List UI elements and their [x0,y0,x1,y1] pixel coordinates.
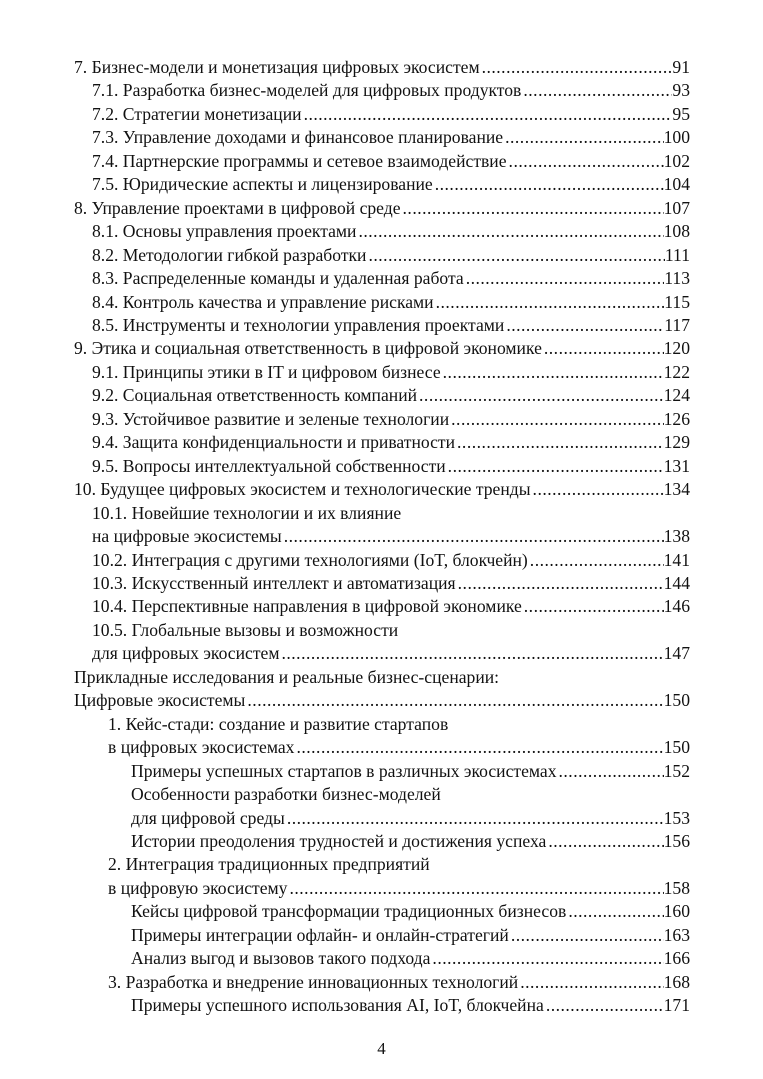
toc-entry-title: для цифровых экосистем [92,643,280,664]
table-of-contents [74,56,690,1018]
toc-entry [74,361,690,384]
toc-entry [74,267,690,290]
toc-entry [74,971,690,994]
toc-dot-leader [285,807,664,830]
toc-dot-leader [521,79,672,102]
toc-entry [74,900,690,923]
toc-dot-leader [557,760,664,783]
toc-entry [74,853,690,876]
toc-entry [74,924,690,947]
toc-entry-title: 10. Будущее цифровых экосистем и технологические тренды [74,479,531,500]
toc-entry [74,619,690,642]
toc-entry-page: 124 [663,385,690,406]
toc-entry-title: Примеры успешного использования AI, IoT, блокчейна [131,995,544,1016]
toc-entry-title: 9.2. Социальная ответственность компаний [92,385,418,406]
toc-dot-leader [503,126,664,149]
toc-entry [74,736,690,759]
toc-entry-page: 156 [663,830,690,851]
toc-entry-title: Особенности разработки бизнес-моделей [131,784,441,805]
toc-entry-title: 10.3. Искусственный интеллект и автоматизация [92,572,456,593]
toc-entry [74,595,690,618]
toc-entry-title: 7. Бизнес-модели и монетизация цифровых экосистем [74,57,480,77]
toc-entry-page: 115 [664,291,690,312]
toc-entry [74,79,690,102]
toc-entry-page: 163 [663,924,690,945]
toc-entry-page: 152 [663,760,690,781]
toc-entry-title: 8.3. Распределенные команды и удаленная работа [92,268,464,289]
toc-entry [74,103,690,126]
toc-entry [74,877,690,900]
toc-entry [74,408,690,431]
toc-entry-page: 104 [663,174,690,195]
toc-entry-title: 10.1. Новейшие технологии и их влияние [92,502,402,523]
toc-entry [74,807,690,830]
toc-dot-leader [456,572,664,595]
toc-entry [74,126,690,149]
toc-entry-page: 117 [664,314,690,335]
toc-entry-title: 9.3. Устойчивое развитие и зеленые технологии [92,408,450,429]
toc-entry-title: 8.5. Инструменты и технологии управления проектами [92,314,505,335]
toc-entry-page: 129 [663,432,690,453]
toc-dot-leader [504,314,664,337]
toc-entry [74,760,690,783]
toc-entry-page: 171 [663,995,690,1016]
toc-entry-page: 93 [672,80,690,101]
toc-entry-page: 102 [663,150,690,171]
toc-dot-leader [279,642,663,665]
toc-entry-title: 10.4. Перспективные направления в цифровой экономике [92,596,522,617]
toc-entry-title: 8.1. Основы управления проектами [92,221,357,242]
toc-dot-leader [522,595,664,618]
toc-dot-leader [528,549,664,572]
toc-entry-title: Примеры интеграции офлайн- и онлайн-стратегий [131,924,509,945]
toc-dot-leader [356,220,663,243]
toc-dot-leader [401,197,664,220]
toc-entry [74,549,690,572]
toc-dot-leader [566,900,663,923]
toc-entry [74,478,690,501]
toc-dot-leader [480,56,673,79]
toc-dot-leader [464,267,665,290]
toc-entry [74,431,690,454]
toc-entry [74,455,690,478]
toc-entry-title: Истории преодоления трудностей и достижения успеха [131,830,547,851]
toc-entry-title: 3. Разработка и внедрение инновационных технологий [108,971,519,992]
toc-entry-page: 144 [663,572,690,593]
toc-entry-page: 158 [663,877,690,898]
toc-entry-page: 141 [663,549,690,570]
toc-entry-page: 100 [663,127,690,148]
toc-entry-page: 134 [663,479,690,500]
toc-entry-title: в цифровых экосистемах [108,737,295,758]
toc-entry [74,947,690,970]
toc-dot-leader [518,971,663,994]
toc-entry [74,783,690,806]
toc-entry [74,337,690,360]
toc-dot-leader [245,689,663,712]
toc-entry-page: 138 [663,526,690,547]
toc-entry [74,56,690,79]
toc-entry [74,666,690,689]
toc-entry [74,314,690,337]
toc-dot-leader [282,525,664,548]
toc-entry-page: 120 [663,338,690,359]
toc-entry-page: 95 [672,103,690,124]
toc-entry [74,830,690,853]
toc-entry-title: Цифровые экосистемы [74,690,246,711]
toc-dot-leader [531,478,664,501]
toc-entry [74,197,690,220]
toc-dot-leader [417,384,664,407]
toc-entry-page: 160 [663,901,690,922]
toc-entry-title: 8. Управление проектами в цифровой среде [74,197,401,218]
toc-entry [74,994,690,1017]
toc-dot-leader [294,736,663,759]
toc-entry [74,525,690,548]
toc-entry-title: 7.4. Партнерские программы и сетевое взаимодействие [92,150,507,171]
toc-dot-leader [544,994,664,1017]
toc-dot-leader [430,947,663,970]
toc-entry-page: 111 [664,244,690,265]
toc-entry-title: 7.1. Разработка бизнес-моделей для цифровых продуктов [92,80,522,101]
toc-entry-page: 113 [664,268,690,289]
toc-dot-leader [509,924,664,947]
toc-dot-leader [441,361,664,384]
toc-dot-leader [366,244,664,267]
toc-entry-title: для цифровой среды [131,807,285,828]
toc-entry [74,150,690,173]
toc-entry [74,291,690,314]
toc-entry-title: Анализ выгод и вызовов такого подхода [131,948,431,969]
toc-dot-leader [542,337,664,360]
toc-dot-leader [434,291,665,314]
toc-entry-page: 146 [663,596,690,617]
toc-entry [74,384,690,407]
toc-entry [74,713,690,736]
toc-entry-title: 8.4. Контроль качества и управление рисками [92,291,434,312]
toc-entry [74,502,690,525]
toc-dot-leader [287,877,663,900]
toc-entry [74,642,690,665]
toc-dot-leader [546,830,663,853]
toc-entry-title: 9.1. Принципы этики в IT и цифровом бизнесе [92,361,441,382]
toc-entry-title: 9.5. Вопросы интеллектуальной собственности [92,455,446,476]
toc-entry [74,244,690,267]
toc-entry-page: 91 [672,57,690,77]
toc-entry-page: 131 [663,455,690,476]
toc-entry-title: 7.2. Стратегии монетизации [92,103,302,124]
toc-entry-page: 150 [663,690,690,711]
toc-entry-title: 9. Этика и социальная ответственность в цифровой экономике [74,338,542,359]
toc-entry-title: на цифровые экосистемы [92,526,282,547]
toc-dot-leader [455,431,664,454]
toc-entry-title: 10.5. Глобальные вызовы и возможности [92,619,399,640]
toc-entry-title: Примеры успешных стартапов в различных экосистемах [131,760,557,781]
toc-dot-leader [507,150,664,173]
toc-dot-leader [449,408,663,431]
toc-entry-page: 108 [663,221,690,242]
toc-entry-title: 9.4. Защита конфиденциальности и приватности [92,432,456,453]
toc-entry-title: 7.5. Юридические аспекты и лицензирование [92,174,433,195]
toc-entry [74,572,690,595]
page-number: 4 [377,1039,386,1058]
toc-entry-page: 122 [663,361,690,382]
toc-entry [74,689,690,712]
toc-entry-page: 107 [663,197,690,218]
toc-entry-title: 2. Интеграция традиционных предприятий [108,854,430,875]
toc-dot-leader [302,103,673,126]
toc-entry-title: 1. Кейс-стади: создание и развитие стартапов [108,713,449,734]
toc-entry-page: 147 [663,643,690,664]
toc-dot-leader [433,173,664,196]
toc-entry-page: 153 [663,807,690,828]
toc-entry-title: в цифровую экосистему [108,877,288,898]
toc-entry-title: 10.2. Интеграция с другими технологиями (IoT, блокчейн) [92,549,528,570]
toc-dot-leader [446,455,664,478]
toc-entry-page: 150 [663,737,690,758]
toc-entry [74,220,690,243]
toc-entry-title: 7.3. Управление доходами и финансовое планирование [92,127,504,148]
toc-entry-title: Кейсы цифровой трансформации традиционных бизнесов [131,901,567,922]
toc-entry [74,173,690,196]
toc-entry-page: 168 [663,971,690,992]
toc-entry-page: 166 [663,948,690,969]
toc-entry-page: 126 [663,408,690,429]
toc-entry-title: Прикладные исследования и реальные бизнес-сценарии: [74,666,500,687]
toc-entry-title: 8.2. Методологии гибкой разработки [92,244,367,265]
